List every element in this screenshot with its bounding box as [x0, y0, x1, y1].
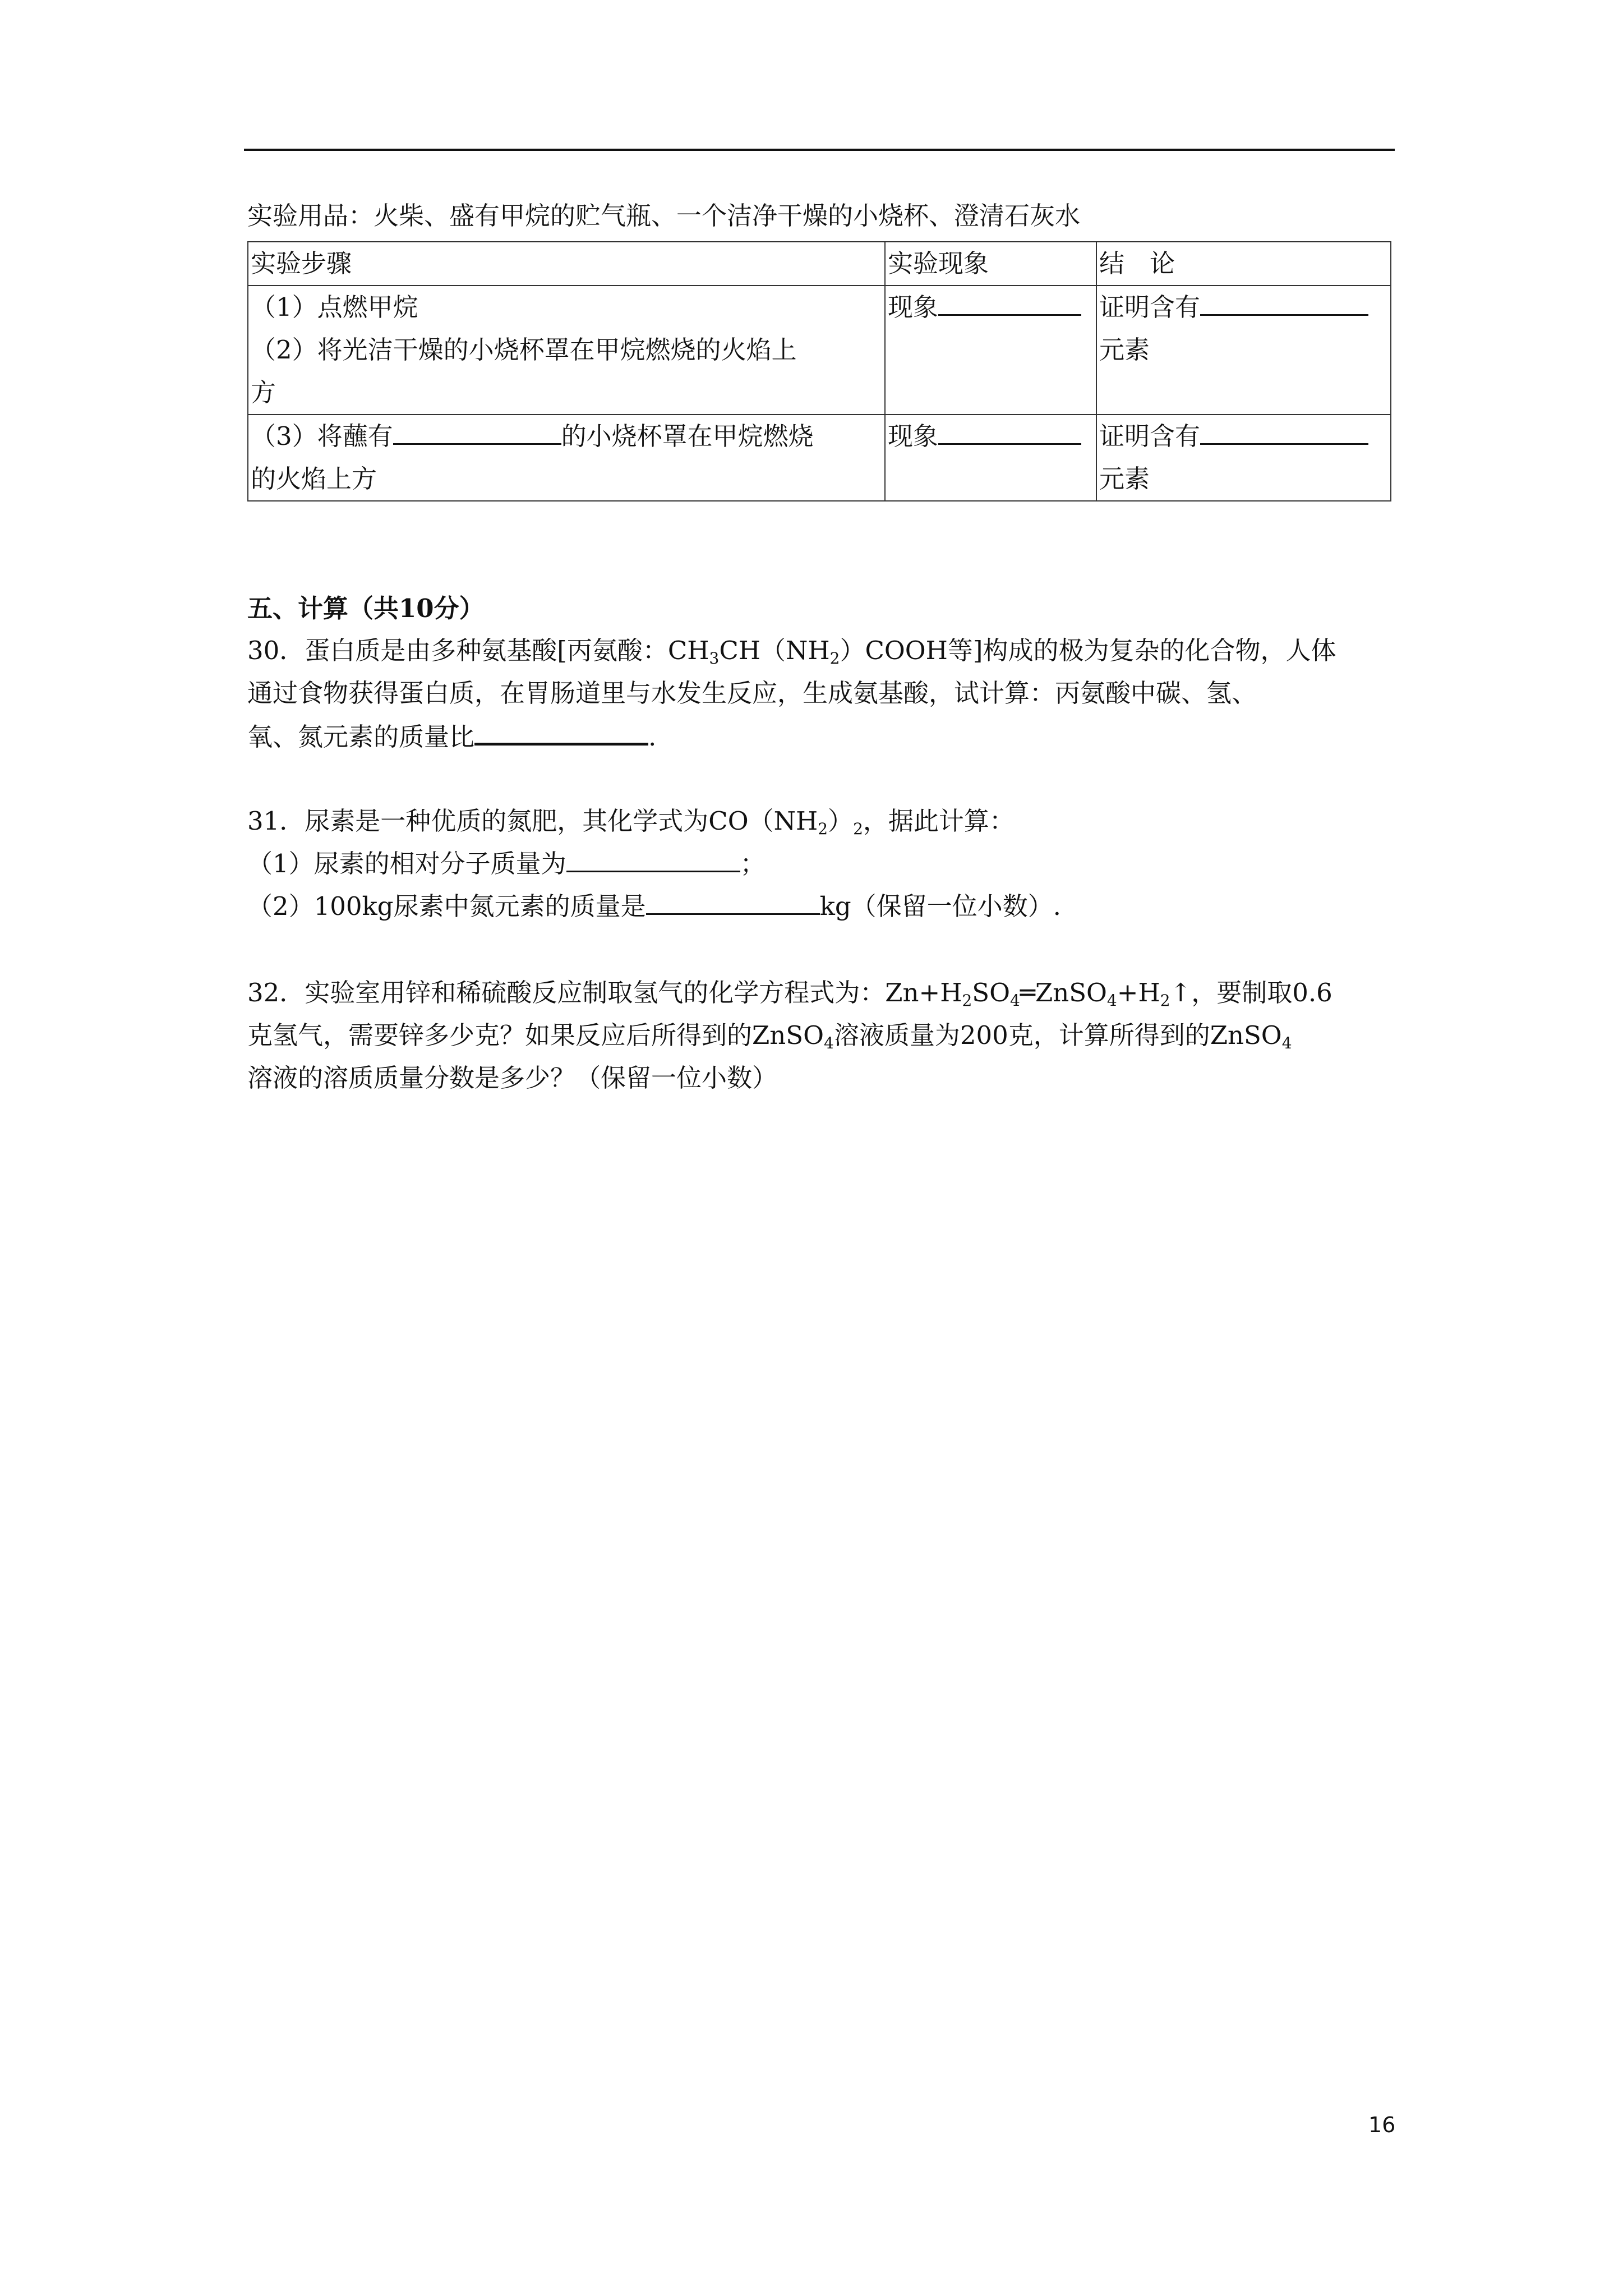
q32-line1: [247, 976, 1332, 1010]
conclusion-label: 证明含有: [1099, 421, 1201, 451]
q32-line2: [247, 1019, 1292, 1052]
phenomenon-cell: [885, 286, 1096, 415]
answer-blank[interactable]: [393, 420, 561, 445]
step-line: 的火焰上方: [251, 464, 377, 494]
experiment-table: [247, 241, 1391, 501]
subscript: 2: [818, 820, 828, 838]
page-number: 16: [1368, 2113, 1396, 2137]
section-title: 五、计算（共10分）: [247, 593, 485, 623]
subscript: 2: [853, 820, 863, 838]
q31-text: （2）100kg尿素中氮元素的质量是: [247, 891, 646, 921]
answer-blank[interactable]: [566, 847, 740, 872]
conclusion-label: 证明含有: [1099, 292, 1201, 322]
answer-blank[interactable]: [646, 890, 820, 915]
q31-text: kg（保留一位小数）.: [819, 891, 1061, 921]
q32-text: 溶液质量为200克，计算所得到的ZnSO: [833, 1020, 1282, 1050]
q30-text: 30．蛋白质是由多种氨基酸[丙氨酸：CH: [247, 636, 709, 665]
answer-blank[interactable]: [938, 291, 1081, 316]
q30-text: .: [648, 722, 657, 752]
answer-blank[interactable]: [1200, 291, 1368, 316]
q30-text: CH（NH: [719, 636, 830, 665]
conclusion-suffix: 元素: [1099, 335, 1150, 365]
header-conclusion: 结 论: [1096, 242, 1391, 286]
q32-text: SO: [972, 978, 1011, 1007]
q32-text: ↑，要制取0.6: [1170, 978, 1332, 1007]
conclusion-cell: [1096, 286, 1391, 415]
q30-line2: 通过食物获得蛋白质，在胃肠道里与水发生反应，生成氨基酸，试计算：丙氨酸中碳、氢、: [247, 678, 1257, 708]
step-prefix: （3）将蘸有: [251, 421, 393, 451]
step-cell: [248, 286, 885, 415]
q31-line1: [247, 804, 1015, 838]
answer-blank[interactable]: [938, 420, 1081, 445]
q32-text: 32．实验室用锌和稀硫酸反应制取氢气的化学方程式为：Zn+H: [247, 978, 962, 1007]
step-cell: [248, 415, 885, 501]
q32-line3: 溶液的溶质质量分数是多少？（保留一位小数）: [247, 1063, 778, 1093]
q31-text: （1）尿素的相对分子质量为: [247, 849, 566, 878]
materials-line: 实验用品：火柴、盛有甲烷的贮气瓶、一个洁净干燥的小烧杯、澄清石灰水: [247, 201, 1081, 231]
q32-text: +H: [1117, 978, 1160, 1007]
q30-line1: [247, 634, 1336, 668]
step-line: （1）点燃甲烷: [251, 292, 418, 322]
phenomenon-label: 现象: [888, 292, 939, 322]
subscript: 4: [1106, 991, 1117, 1010]
subscript: 4: [1281, 1034, 1292, 1052]
q31-text: ）: [828, 806, 854, 836]
q30-line3: [247, 719, 656, 754]
table-row: [248, 286, 1391, 415]
table-header-row: [248, 242, 1391, 286]
q31-line2: [247, 847, 766, 881]
q31-text: 31．尿素是一种优质的氮肥，其化学式为CO（NH: [247, 806, 818, 836]
table-row: [248, 415, 1391, 501]
subscript: 2: [962, 991, 972, 1010]
subscript: 3: [709, 649, 720, 668]
subscript: 2: [829, 649, 840, 668]
conclusion-cell: [1096, 415, 1391, 501]
phenomenon-label: 现象: [888, 421, 939, 451]
subscript: 4: [1010, 991, 1020, 1010]
subscript: 2: [1160, 991, 1170, 1010]
q31-line3: [247, 890, 1061, 923]
q32-text: 克氢气，需要锌多少克？如果反应后所得到的ZnSO: [247, 1020, 824, 1050]
conclusion-suffix: 元素: [1099, 464, 1150, 494]
header-rule: [244, 149, 1395, 151]
q30-text: ）COOH等]构成的极为复杂的化合物，人体: [840, 636, 1336, 665]
answer-blank[interactable]: [1200, 420, 1368, 445]
q31-text: ；: [740, 849, 766, 878]
step-line: 方: [251, 378, 276, 407]
header-steps: 实验步骤: [248, 242, 885, 286]
q30-text: 氧、氮元素的质量比: [247, 722, 475, 752]
answer-blank[interactable]: [474, 719, 648, 746]
subscript: 4: [823, 1034, 834, 1052]
q32-text: ═ZnSO: [1020, 978, 1107, 1007]
q31-text: ，据此计算：: [863, 806, 1015, 836]
step-line: （2）将光洁干燥的小烧杯罩在甲烷燃烧的火焰上: [251, 335, 797, 365]
phenomenon-cell: [885, 415, 1096, 501]
header-phenomenon: 实验现象: [885, 242, 1096, 286]
step-suffix: 的小烧杯罩在甲烷燃烧: [561, 421, 814, 451]
